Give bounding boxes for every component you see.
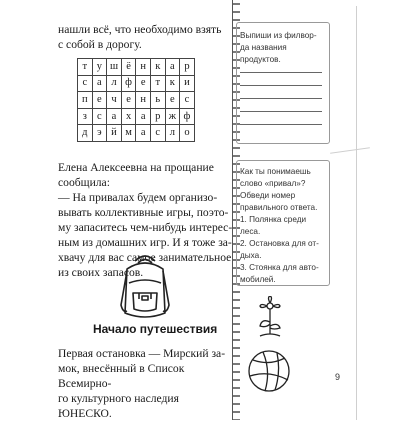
answer-line[interactable] <box>240 124 322 125</box>
filword-cell[interactable]: ш <box>107 59 122 76</box>
filword-cell[interactable]: е <box>136 75 151 92</box>
filword-cell[interactable]: е <box>92 92 107 109</box>
filword-cell[interactable]: д <box>78 125 93 142</box>
paragraph-line: вывать коллективные игры, поэто- <box>58 206 229 219</box>
task-line: слово «привал»? <box>240 179 306 188</box>
filword-cell[interactable]: к <box>150 59 165 76</box>
answer-option[interactable]: 1. Полянка среди <box>240 215 307 224</box>
filword-cell[interactable]: с <box>78 75 93 92</box>
filword-cell[interactable]: х <box>121 108 136 125</box>
answer-line[interactable] <box>240 111 322 112</box>
paragraph-line: го культурного наследия ЮНЕСКО. <box>58 392 179 420</box>
filword-cell[interactable]: н <box>136 59 151 76</box>
paragraph-line: Елена Алексеевна на прощание <box>58 161 214 174</box>
paragraph-line: сообщила: <box>58 176 110 189</box>
filword-cell[interactable]: р <box>150 108 165 125</box>
filword-cell[interactable]: а <box>136 108 151 125</box>
filword-cell[interactable]: о <box>180 125 195 142</box>
answer-option[interactable]: 2. Остановка для от- <box>240 239 319 248</box>
answer-option[interactable]: 3. Стоянка для авто- <box>240 263 319 272</box>
task-line: Обведи номер <box>240 191 296 200</box>
answer-line[interactable] <box>240 85 322 86</box>
filword-cell[interactable]: ё <box>121 59 136 76</box>
filword-cell[interactable]: у <box>92 59 107 76</box>
paragraph-line: Первая остановка — Мирский за- <box>58 347 226 360</box>
filword-cell[interactable]: л <box>107 75 122 92</box>
answer-option[interactable]: леса. <box>240 227 261 236</box>
filword-cell[interactable]: т <box>150 75 165 92</box>
frame-line <box>356 6 357 420</box>
page-number: 9 <box>335 372 341 382</box>
filword-cell[interactable]: т <box>78 59 93 76</box>
answer-line[interactable] <box>240 98 322 99</box>
filword-cell[interactable]: л <box>165 125 180 142</box>
answer-option[interactable]: дыха. <box>240 251 262 260</box>
ball-icon <box>241 346 297 396</box>
filword-cell[interactable]: с <box>180 92 195 109</box>
filword-cell[interactable]: к <box>165 75 180 92</box>
filword-cell[interactable]: п <box>78 92 93 109</box>
filword-row <box>78 125 195 142</box>
intro-text <box>58 22 228 52</box>
task-line: Как ты понимаешь <box>240 167 311 176</box>
paragraph-line: хвачу для вас самое занимательное <box>58 251 232 264</box>
backpack-icon <box>105 247 185 327</box>
filword-cell[interactable]: й <box>107 125 122 142</box>
filword-cell[interactable]: з <box>78 108 93 125</box>
flower-icon <box>254 296 286 340</box>
filword-cell[interactable]: а <box>92 75 107 92</box>
paragraph-line: из своих запасов. <box>58 266 144 279</box>
filword-cell[interactable]: ж <box>165 108 180 125</box>
task-line: Выпиши из филвор- <box>240 31 317 40</box>
filword-cell[interactable]: а <box>107 108 122 125</box>
filword-cell[interactable]: м <box>121 125 136 142</box>
filword-cell[interactable]: с <box>92 108 107 125</box>
filword-cell[interactable]: ч <box>107 92 122 109</box>
filword-row <box>78 75 195 92</box>
paragraph-line: ным из домашних игр. И я тоже за- <box>58 236 232 249</box>
paragraph-line: мок, внесённый в Список Всемирно- <box>58 362 185 390</box>
castle-paragraph <box>58 346 233 421</box>
filword-cell[interactable]: и <box>180 75 195 92</box>
filword-cell[interactable]: с <box>150 125 165 142</box>
intro-line: нашли всё, что необходимо взять <box>58 23 222 36</box>
filword-cell[interactable]: н <box>136 92 151 109</box>
task-filword-text <box>240 30 326 66</box>
paragraph-line: — На привалах будем организо- <box>58 191 218 204</box>
task-line: да названия <box>240 43 287 52</box>
filword-cell[interactable]: е <box>165 92 180 109</box>
filword-row <box>78 108 195 125</box>
task-line: правильного ответа. <box>240 203 318 212</box>
answer-line[interactable] <box>240 72 322 73</box>
filword-cell[interactable]: ь <box>150 92 165 109</box>
filword-cell[interactable]: е <box>121 92 136 109</box>
paragraph-line: му запаситесь чем-нибудь интерес- <box>58 221 233 234</box>
section-title: Начало путешествия <box>93 322 218 336</box>
filword-cell[interactable]: а <box>136 125 151 142</box>
task-prival-text <box>240 166 326 286</box>
filword-cell[interactable]: ф <box>121 75 136 92</box>
filword-row <box>78 59 195 76</box>
filword-cell[interactable]: а <box>165 59 180 76</box>
filword-cell[interactable]: ф <box>180 108 195 125</box>
filword-cell[interactable]: э <box>92 125 107 142</box>
intro-line: с собой в дорогу. <box>58 38 142 51</box>
filword-cell[interactable]: р <box>180 59 195 76</box>
answer-option[interactable]: мобилей. <box>240 275 276 284</box>
filword-grid <box>77 58 195 142</box>
filword-row <box>78 92 195 109</box>
task-line: продуктов. <box>240 55 281 64</box>
